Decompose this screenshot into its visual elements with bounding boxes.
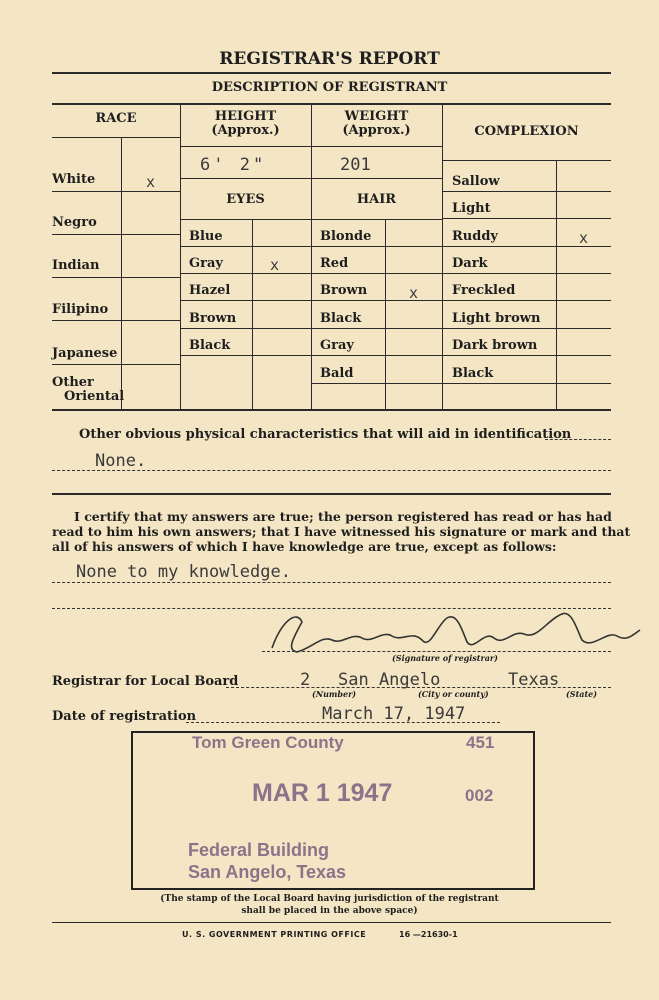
stamp-county: Tom Green County — [192, 733, 344, 752]
height-header: HEIGHT — [214, 109, 277, 124]
hair-black: Black — [320, 311, 362, 326]
hair-header: HAIR — [356, 192, 397, 207]
complexion-light: Light — [452, 201, 491, 216]
complexion-dark: Dark — [452, 256, 488, 271]
stamp-building: Federal Building — [188, 840, 330, 860]
eyes-hazel: Hazel — [189, 283, 231, 298]
race-other: Other — [52, 375, 94, 390]
stamp-caption-2: shall be placed in the above space) — [241, 906, 418, 916]
other-characteristics-line — [545, 439, 611, 440]
eyes-header: EYES — [226, 192, 265, 207]
complexion-sallow: Sallow — [452, 174, 500, 189]
section-title: DESCRIPTION OF REGISTRANT — [211, 80, 448, 95]
title-rule — [52, 72, 611, 74]
weight-header: WEIGHT — [344, 109, 409, 124]
complexion-freckled: Freckled — [452, 283, 516, 298]
section-rule — [52, 493, 611, 495]
stamp-caption-1: (The stamp of the Local Board having jurisdiction of the registrant — [160, 894, 499, 904]
stamp-city: San Angelo, Texas — [188, 862, 347, 882]
weight-approx: (Approx.) — [342, 123, 411, 138]
complexion-ruddy-mark: x — [579, 229, 589, 247]
page-title: REGISTRAR'S REPORT — [219, 49, 440, 69]
certify-value: None to my knowledge. — [76, 562, 291, 582]
date-value: March 17, 1947 — [322, 704, 466, 724]
other-line-2 — [52, 470, 611, 471]
footer-code: 16 —21630-1 — [399, 930, 458, 939]
stamp-date: MAR 1 1947 — [252, 779, 393, 807]
caption-city: (City or county) — [418, 689, 489, 699]
race-filipino: Filipino — [52, 302, 109, 317]
certify-line-a — [52, 582, 611, 583]
hair-gray: Gray — [320, 338, 354, 353]
weight-value: 201 — [340, 155, 371, 175]
race-oriental: Oriental — [64, 389, 125, 404]
signature-line — [262, 651, 611, 652]
hair-brown-mark: x — [409, 284, 419, 302]
stamp-board: 451 — [466, 733, 495, 752]
complexion-header: COMPLEXION — [474, 124, 579, 139]
footer-rule — [52, 922, 611, 923]
eyes-gray: Gray — [189, 256, 223, 271]
local-board-state: Texas — [508, 670, 560, 690]
stamp-code: 002 — [465, 786, 494, 805]
caption-number: (Number) — [312, 689, 357, 699]
hair-red: Red — [320, 256, 349, 271]
race-white: White — [52, 172, 96, 187]
caption-state: (State) — [566, 689, 598, 699]
local-board-label: Registrar for Local Board — [52, 674, 239, 689]
eyes-brown: Brown — [189, 311, 237, 326]
race-japanese: Japanese — [52, 346, 118, 361]
race-white-mark: x — [146, 173, 156, 191]
footer-printer: U. S. GOVERNMENT PRINTING OFFICE — [182, 930, 367, 939]
certify-line-3: all of his answers of which I have knowledge are true, except as follows: — [52, 539, 557, 554]
local-board-number: 2 — [300, 670, 311, 690]
other-characteristics-value: None. — [95, 451, 147, 471]
eyes-blue: Blue — [189, 229, 223, 244]
complexion-black: Black — [452, 366, 494, 381]
date-label: Date of registration — [52, 709, 197, 724]
height-approx: (Approx.) — [211, 123, 280, 138]
complexion-dark-brown: Dark brown — [452, 338, 538, 353]
other-characteristics-label: Other obvious physical characteristics that will aid in identification — [79, 427, 572, 442]
table-top-rule — [52, 103, 611, 105]
hair-blonde: Blonde — [320, 229, 372, 244]
race-negro: Negro — [52, 215, 97, 230]
hair-bald: Bald — [320, 366, 354, 381]
height-value: 6' 2" — [200, 155, 267, 175]
eyes-black: Black — [189, 338, 231, 353]
hair-brown: Brown — [320, 283, 368, 298]
local-board-city: San Angelo — [338, 670, 441, 690]
eyes-gray-mark: x — [270, 256, 280, 274]
certify-line-1: I certify that my answers are true; the person registered has read or has had — [74, 509, 612, 524]
complexion-ruddy: Ruddy — [452, 229, 498, 244]
signature-caption: (Signature of registrar) — [392, 653, 498, 663]
race-header: RACE — [95, 111, 137, 126]
race-indian: Indian — [52, 258, 100, 273]
complexion-light-brown: Light brown — [452, 311, 541, 326]
certify-line-2: read to him his own answers; that I have witnessed his signature or mark and that — [52, 524, 631, 539]
